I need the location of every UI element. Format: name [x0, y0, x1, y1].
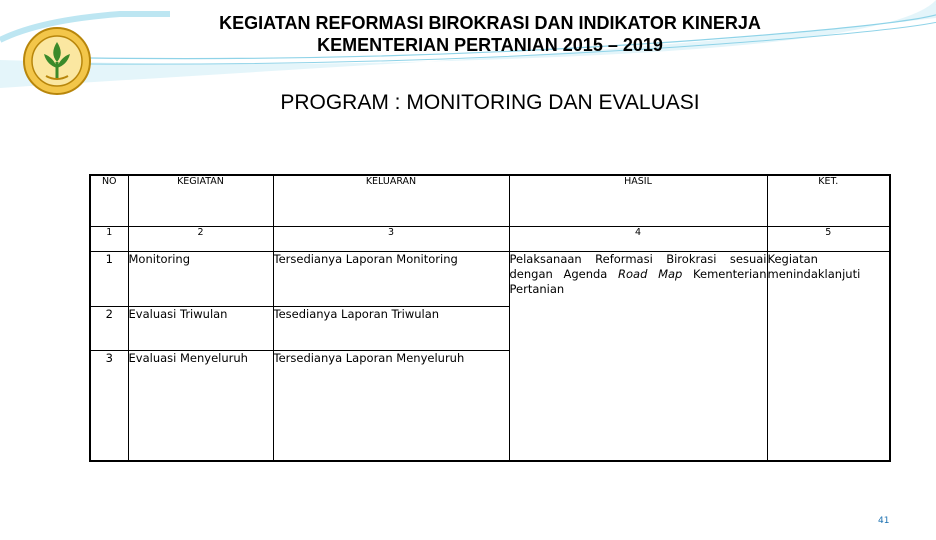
page-title	[140, 12, 840, 56]
table-header-row	[90, 175, 890, 227]
table-row	[90, 252, 890, 307]
row-ket-empty	[767, 351, 890, 462]
column-number-row	[90, 227, 890, 252]
table-row	[90, 307, 890, 351]
title-line-1: KEGIATAN REFORMASI BIROKRASI DAN INDIKATOR KINERJA	[219, 13, 761, 33]
program-heading: PROGRAM : MONITORING DAN EVALUASI	[280, 91, 700, 114]
row-hasil-empty	[509, 307, 767, 351]
row-keluaran: Tersedianya Laporan Monitoring	[273, 252, 509, 307]
title-line-2: KEMENTERIAN PERTANIAN 2015 – 2019	[317, 35, 663, 55]
row-ket-empty	[767, 307, 890, 351]
header-kegiatan: KEGIATAN	[128, 175, 273, 227]
row-hasil-empty	[509, 351, 767, 462]
row-keluaran: Tersedianya Laporan Menyeluruh	[273, 351, 509, 462]
row-kegiatan: Evaluasi Triwulan	[128, 307, 273, 351]
program-table	[89, 174, 891, 462]
header-keluaran: KELUARAN	[273, 175, 509, 227]
row-no: 2	[90, 307, 128, 351]
row-hasil	[509, 252, 767, 307]
row-keluaran: Tesedianya Laporan Triwulan	[273, 307, 509, 351]
header-no: NO	[90, 175, 128, 227]
column-number: 3	[273, 227, 509, 252]
row-no: 3	[90, 351, 128, 462]
header-hasil: HASIL	[509, 175, 767, 227]
column-number: 4	[509, 227, 767, 252]
hasil-text-post: Kementerian Pertanian	[509, 267, 767, 296]
column-number: 1	[90, 227, 128, 252]
row-ket: Kegiatan menindaklanjuti	[767, 252, 890, 307]
page-number: 41	[878, 516, 890, 526]
ministry-logo	[22, 26, 92, 96]
column-number: 5	[767, 227, 890, 252]
hasil-text-pre: Pelaksanaan Reformasi Birokrasi sesuai dengan Agenda	[509, 252, 767, 281]
row-no: 1	[90, 252, 128, 307]
table-row	[90, 351, 890, 462]
row-kegiatan: Evaluasi Menyeluruh	[128, 351, 273, 462]
header-ket: KET.	[767, 175, 890, 227]
column-number: 2	[128, 227, 273, 252]
hasil-text-italic: Road Map	[618, 267, 683, 281]
row-kegiatan: Monitoring	[128, 252, 273, 307]
